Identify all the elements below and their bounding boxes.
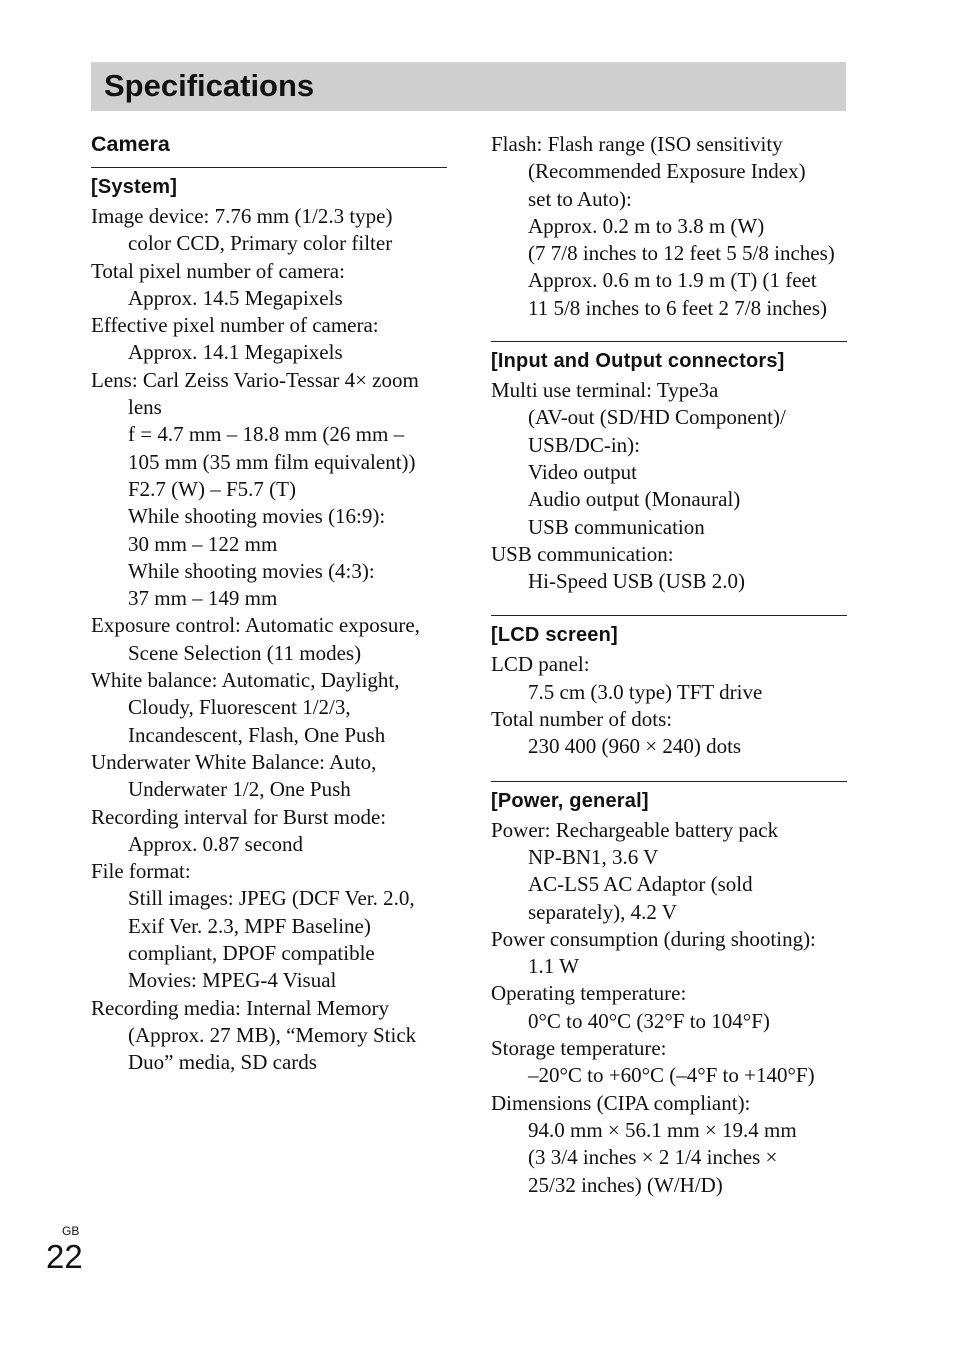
spec-line: (AV-out (SD/HD Component)/ (528, 405, 786, 430)
spec-line: Hi-Speed USB (USB 2.0) (528, 569, 746, 594)
spec-line: 7.5 cm (3.0 type) TFT drive (528, 679, 763, 704)
spec-line: Total number of dots: (491, 707, 673, 732)
right-column (491, 131, 847, 1199)
spec-line: Image device: 7.76 mm (1/2.3 type) (91, 204, 393, 228)
right-sections (491, 341, 847, 1199)
spec-line: Recording media: Internal Memory (91, 995, 389, 1020)
section-gap (491, 595, 847, 615)
spec-line: Lens: Carl Zeiss Vario-Tessar 4× zoom (91, 367, 419, 392)
spec-line: Incandescent, Flash, One Push (128, 722, 386, 747)
spec-line: Power consumption (during shooting): (491, 926, 816, 951)
spec-line: 0°C to 40°C (32°F to 104°F) (528, 1008, 770, 1033)
spec-line: Flash: Flash range (ISO sensitivity (491, 132, 783, 156)
section-heading: [Input and Output connectors] (491, 350, 785, 373)
page-number: 22 (46, 1238, 83, 1275)
spec-line: Underwater 1/2, One Push (128, 777, 351, 802)
spec-line: 11 5/8 inches to 6 feet 2 7/8 inches) (528, 295, 827, 320)
section-divider (491, 341, 847, 342)
page-title: Specifications (104, 68, 315, 103)
spec-line: compliant, DPOF compatible (128, 941, 375, 966)
section-body (491, 377, 847, 595)
spec-line: White balance: Automatic, Daylight, (91, 668, 400, 693)
section-body (491, 651, 847, 760)
spec-line: 37 mm – 149 mm (128, 586, 278, 611)
spec-line: –20°C to +60°C (–4°F to +140°F) (528, 1063, 815, 1088)
spec-line: While shooting movies (16:9): (128, 504, 386, 529)
spec-line: Multi use terminal: Type3a (491, 378, 719, 403)
spec-line: Approx. 0.6 m to 1.9 m (T) (1 feet (528, 268, 817, 293)
spec-line: Underwater White Balance: Auto, (91, 749, 377, 774)
section-divider (491, 781, 847, 782)
section-gap (491, 322, 847, 341)
flash-spec (491, 131, 847, 341)
spec-line: While shooting movies (4:3): (128, 558, 375, 583)
spec-line: Effective pixel number of camera: (91, 313, 379, 338)
section-heading: [LCD screen] (491, 624, 618, 647)
spec-line: Exposure control: Automatic exposure, (91, 613, 420, 638)
spec-line: Approx. 14.5 Megapixels (128, 285, 343, 310)
spec-line: 94.0 mm × 56.1 mm × 19.4 mm (528, 1117, 797, 1142)
spec-line: 30 mm – 122 mm (128, 531, 278, 556)
spec-line: NP-BN1, 3.6 V (528, 844, 659, 869)
spec-line: Still images: JPEG (DCF Ver. 2.0, (128, 886, 415, 911)
region-code: GB (62, 1224, 80, 1238)
spec-line: Approx. 0.87 second (128, 831, 303, 856)
spec-line: f = 4.7 mm – 18.8 mm (26 mm – (128, 422, 405, 447)
spec-line: (3 3/4 inches × 2 1/4 inches × (528, 1145, 778, 1170)
section-body (491, 817, 847, 1199)
spec-line: Scene Selection (11 modes) (128, 640, 362, 665)
spec-line: Power: Rechargeable battery pack (491, 817, 779, 842)
spec-line: F2.7 (W) – F5.7 (T) (128, 476, 296, 501)
left-sections (91, 167, 447, 1077)
spec-line: Approx. 14.1 Megapixels (128, 340, 343, 365)
spec-line: 230 400 (960 × 240) dots (528, 734, 742, 759)
spec-line: 105 mm (35 mm film equivalent)) (128, 449, 416, 474)
spec-line: Exif Ver. 2.3, MPF Baseline) (128, 913, 371, 938)
spec-line: Operating temperature: (491, 981, 687, 1006)
spec-line: 1.1 W (528, 954, 579, 979)
spec-line: Recording interval for Burst mode: (91, 804, 387, 829)
section-heading: [Power, general] (491, 789, 649, 812)
spec-line: Storage temperature: (491, 1036, 667, 1061)
title-bar (91, 62, 846, 111)
spec-line: 25/32 inches) (W/H/D) (528, 1172, 723, 1197)
spec-line: Dimensions (CIPA compliant): (491, 1090, 751, 1115)
section-divider (491, 615, 847, 616)
spec-line: Duo” media, SD cards (128, 1050, 317, 1075)
left-column (91, 131, 447, 1077)
spec-line: Movies: MPEG-4 Visual (128, 968, 337, 993)
category-heading: Camera (91, 132, 170, 156)
spec-line: Approx. 0.2 m to 3.8 m (W) (528, 213, 765, 238)
spec-line: LCD panel: (491, 652, 590, 677)
spec-line: separately), 4.2 V (528, 899, 677, 924)
spec-line: Cloudy, Fluorescent 1/2/3, (128, 695, 351, 720)
section-body (91, 203, 447, 1077)
spec-line: Video output (528, 459, 637, 484)
spec-line: set to Auto): (528, 186, 632, 211)
spec-line: (7 7/8 inches to 12 feet 5 5/8 inches) (528, 241, 835, 266)
spec-line: (Recommended Exposure Index) (528, 159, 806, 184)
spec-line: lens (128, 395, 162, 420)
spec-line: AC-LS5 AC Adaptor (sold (528, 872, 753, 897)
spec-line: Total pixel number of camera: (91, 258, 345, 283)
section-heading: [System] (91, 176, 178, 198)
spec-line: USB/DC-in): (528, 432, 641, 457)
spec-line: File format: (91, 859, 191, 884)
spec-line: USB communication: (491, 541, 674, 566)
section-gap (491, 761, 847, 781)
section-divider (91, 167, 447, 168)
spec-line: color CCD, Primary color filter (128, 231, 393, 256)
spec-line: USB communication (528, 514, 705, 539)
spec-line: (Approx. 27 MB), “Memory Stick (128, 1022, 417, 1047)
spec-line: Audio output (Monaural) (528, 487, 741, 512)
